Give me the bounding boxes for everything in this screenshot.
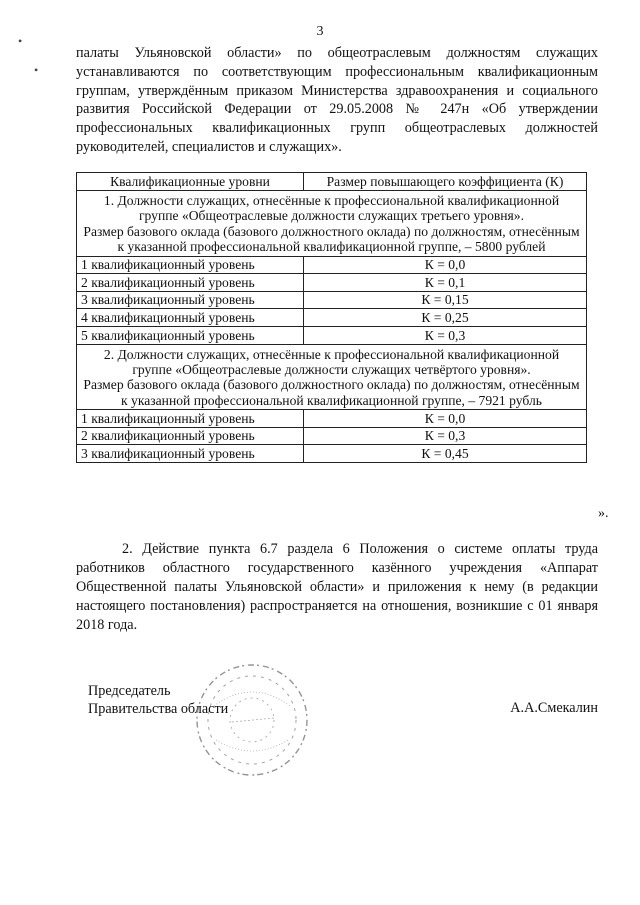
table-row — [77, 327, 587, 345]
official-stamp-icon — [192, 660, 312, 780]
signatory-name: А.А.Смекалин — [510, 700, 598, 716]
margin-mark: • — [34, 63, 39, 77]
level-cell: 2 квалификационный уровень — [77, 427, 304, 445]
level-cell: 1 квалификационный уровень — [77, 256, 304, 274]
table-row — [77, 291, 587, 309]
coefficient-cell: К = 0,25 — [304, 309, 587, 327]
signatory-title — [88, 682, 228, 718]
table-header-row — [77, 173, 587, 191]
table-row — [77, 427, 587, 445]
intro-paragraph: палаты Ульяновской области» по общеотраслевым должностям служащих устанавливаются по соответствующим профессиональным квалификационным группам, утверждённым приказом Министерства здравоохранения и социального развития Российской Федерации от 29.05.2008 № 247н «Об утверждении профессиональных квалификационных групп общеотраслевых должностей руководителей, специалистов и служащих». — [76, 45, 598, 155]
signatory-title-line-1: Председатель — [88, 683, 171, 699]
level-cell: 1 квалификационный уровень — [77, 410, 304, 428]
coefficient-cell: К = 0,15 — [304, 291, 587, 309]
level-cell: 3 квалификационный уровень — [77, 445, 304, 463]
header-levels: Квалификационные уровни — [77, 173, 304, 191]
table-row — [77, 410, 587, 428]
coefficient-cell: К = 0,3 — [304, 427, 587, 445]
group-1-cell — [77, 191, 587, 257]
coefficient-cell: К = 0,0 — [304, 410, 587, 428]
table-row — [77, 445, 587, 463]
group-2-cell — [77, 344, 587, 410]
table-row — [77, 256, 587, 274]
signatory-title-line-2: Правительства области — [88, 701, 229, 717]
coefficient-cell: К = 0,3 — [304, 327, 587, 345]
level-cell: 5 квалификационный уровень — [77, 327, 304, 345]
table-row — [77, 274, 587, 292]
group-1-salary: Размер базового оклада (базового должностного оклада) по должностям, отнесённым к указанной профессиональной квалификационной группе, – 5800 рублей — [83, 223, 580, 255]
level-cell: 4 квалификационный уровень — [77, 309, 304, 327]
header-coefficient: Размер повышающего коэффициента (К) — [304, 173, 587, 191]
coefficient-cell: К = 0,45 — [304, 445, 587, 463]
closing-quote: ». — [598, 506, 609, 521]
page-number: 3 — [316, 24, 324, 39]
margin-mark: • — [18, 34, 23, 48]
group-2-row — [77, 344, 587, 410]
level-cell: 2 квалификационный уровень — [77, 274, 304, 292]
coefficient-cell: К = 0,0 — [304, 256, 587, 274]
level-cell: 3 квалификационный уровень — [77, 291, 304, 309]
group-1-row — [77, 191, 587, 257]
group-2-title: 2. Должности служащих, отнесённые к профессиональной квалификационной группе «Общеотраслевые должности служащих четвёртого уровня». — [103, 346, 560, 377]
group-2-salary: Размер базового оклада (базового должностного оклада) по должностям, отнесённым к указанной профессиональной квалификационной группе, – 7921 рубль — [83, 377, 580, 408]
coefficient-cell: К = 0,1 — [304, 274, 587, 292]
coefficient-table — [76, 172, 587, 463]
table-row — [77, 309, 587, 327]
paragraph-2: 2. Действие пункта 6.7 раздела 6 Положения о системе оплаты труда работников областного государственного казённого учреждения «Аппарат Общественной палаты Ульяновской области» и приложения к нему (в редакции настоящего постановления) распространяется на отношения, возникшие с 01 января 2018 года. — [76, 541, 598, 633]
group-1-title: 1. Должности служащих, отнесённые к профессиональной квалификационной группе «Общеотраслевые должности служащих третьего уровня». — [103, 193, 560, 224]
